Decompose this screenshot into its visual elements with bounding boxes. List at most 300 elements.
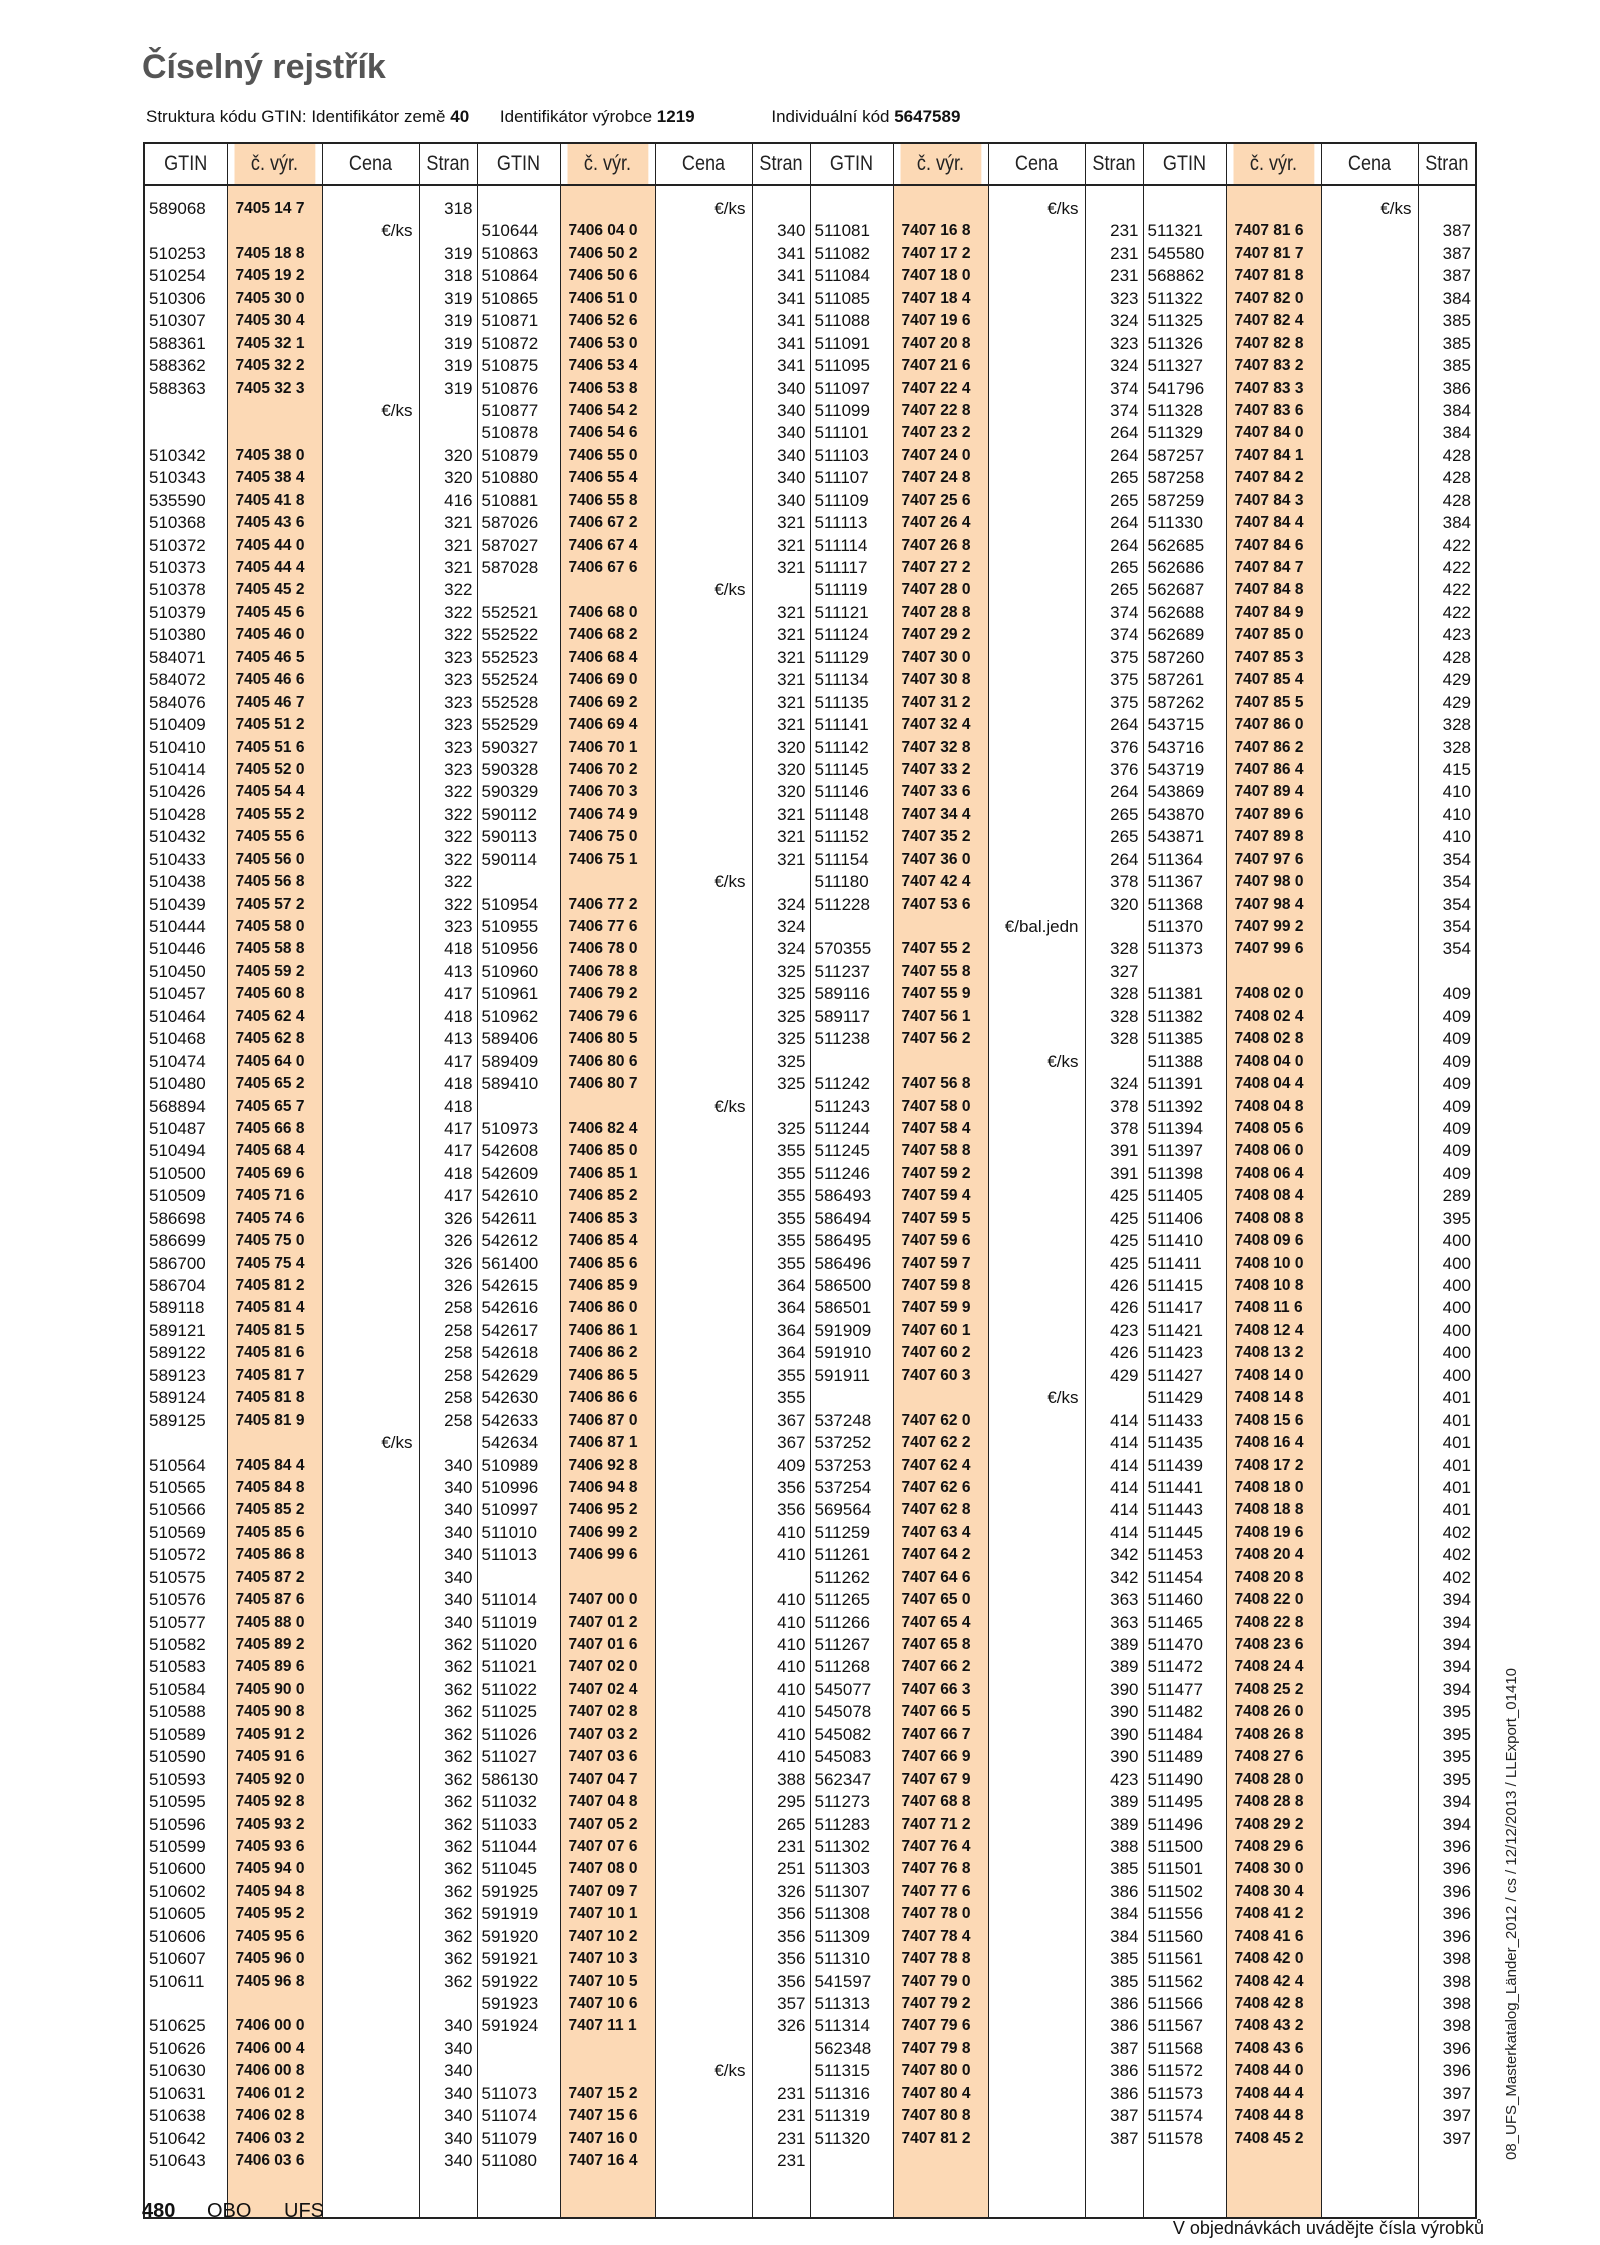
gtin-cell: 589125 bbox=[149, 1410, 206, 1430]
price-unit-cell bbox=[1322, 400, 1418, 422]
gtin-cell: 510625 bbox=[149, 2016, 206, 2036]
gtin-cell: 510872 bbox=[481, 333, 539, 353]
product-number-cell: 7407 81 8 bbox=[1234, 267, 1304, 285]
gtin-cell: 511325 bbox=[1147, 311, 1203, 331]
page-ref-cell: 355 bbox=[777, 1163, 806, 1183]
page-ref-cell: 415 bbox=[1442, 759, 1471, 779]
price-unit-cell bbox=[656, 1275, 752, 1297]
product-number-cell: 7405 81 4 bbox=[235, 1299, 305, 1317]
gtin-cell bbox=[478, 579, 560, 601]
price-unit-cell bbox=[1322, 737, 1418, 759]
gtin-cell: 511074 bbox=[481, 2106, 537, 2126]
price-column bbox=[322, 185, 419, 2218]
gtin-cell: 586698 bbox=[149, 1208, 206, 1228]
price-unit-cell bbox=[1322, 2128, 1418, 2150]
price-unit-cell bbox=[1322, 1948, 1418, 1970]
price-unit-cell bbox=[323, 894, 419, 916]
page-ref-cell: 395 bbox=[1442, 1208, 1471, 1228]
price-unit-cell bbox=[989, 1208, 1085, 1230]
price-unit-cell bbox=[989, 243, 1085, 265]
product-number-cell: 7405 32 3 bbox=[235, 379, 305, 397]
page-column bbox=[419, 185, 477, 2218]
price-column bbox=[988, 185, 1085, 2218]
product-number-cell: 7407 84 6 bbox=[1234, 536, 1304, 554]
price-unit-cell bbox=[989, 557, 1085, 579]
gtin-cell: 510342 bbox=[149, 445, 206, 465]
product-number-cell: 7407 85 4 bbox=[1234, 671, 1304, 689]
page-ref-cell: 422 bbox=[1442, 558, 1471, 577]
product-number-cell bbox=[228, 400, 322, 422]
product-number-cell: 7407 20 8 bbox=[901, 334, 971, 352]
gtin-cell: 510373 bbox=[149, 558, 206, 577]
page-ref-cell: 386 bbox=[1110, 1881, 1139, 1901]
page-ref-cell: 417 bbox=[444, 1051, 473, 1071]
side-document-code: 08_UFS_Masterkatalog_Länder_2012 / cs / 12/12/2013 / LLExport_01410 bbox=[1503, 1667, 1520, 2160]
page-ref-cell: 362 bbox=[444, 1971, 473, 1991]
page-ref-cell: 394 bbox=[1442, 1590, 1471, 1610]
gtin-cell: 510446 bbox=[149, 939, 206, 959]
page-ref-cell: 389 bbox=[1110, 1814, 1139, 1834]
product-number-cell: 7408 29 6 bbox=[1234, 1837, 1304, 1855]
gtin-cell: 510606 bbox=[149, 1926, 206, 1946]
product-number-cell: 7406 85 3 bbox=[568, 1209, 638, 1227]
product-number-cell: 7405 87 6 bbox=[235, 1591, 305, 1609]
page-ref-cell: 323 bbox=[444, 647, 473, 667]
gtin-cell: 537248 bbox=[814, 1410, 872, 1430]
price-unit-cell: €/ks bbox=[1047, 199, 1079, 218]
gtin-cell: 552528 bbox=[481, 692, 539, 712]
product-number-cell: 7405 91 2 bbox=[235, 1725, 305, 1743]
price-unit-cell bbox=[1322, 602, 1418, 624]
price-unit-cell bbox=[323, 826, 419, 848]
header-page: Stran bbox=[1089, 143, 1139, 185]
product-number-cell: 7408 06 4 bbox=[1234, 1164, 1304, 1182]
page-ref-cell: 231 bbox=[777, 2106, 806, 2126]
gtin-cell: 510956 bbox=[481, 939, 539, 959]
page-ref-cell: 390 bbox=[1110, 1679, 1139, 1699]
price-unit-cell bbox=[656, 333, 752, 355]
gtin-cell: 586704 bbox=[149, 1276, 206, 1295]
page-ref-cell: 362 bbox=[444, 1657, 473, 1677]
page-ref-cell: 413 bbox=[444, 1029, 473, 1049]
page-ref-cell: 328 bbox=[1442, 737, 1471, 757]
gtin-cell: 590327 bbox=[481, 737, 539, 757]
price-unit-cell bbox=[656, 714, 752, 736]
page-ref-cell: 401 bbox=[1442, 1388, 1471, 1408]
price-unit-cell bbox=[989, 759, 1085, 781]
price-unit-cell bbox=[1322, 1881, 1418, 1903]
price-unit-cell bbox=[323, 916, 419, 938]
product-number-cell: 7406 54 6 bbox=[568, 424, 638, 442]
price-unit-cell bbox=[656, 916, 752, 938]
page-ref-cell: 429 bbox=[1442, 692, 1471, 712]
page-ref-cell: 402 bbox=[1442, 1567, 1471, 1587]
price-unit-cell bbox=[989, 1230, 1085, 1252]
price-unit-cell bbox=[989, 1320, 1085, 1342]
gtin-cell: 587258 bbox=[1147, 468, 1205, 488]
gtin-cell: 510583 bbox=[149, 1657, 206, 1677]
gtin-cell: 511477 bbox=[1147, 1679, 1203, 1699]
price-unit-cell bbox=[1322, 1522, 1418, 1544]
gtin-cell: 589124 bbox=[149, 1388, 206, 1408]
gtin-cell: 510464 bbox=[149, 1006, 206, 1026]
price-unit-cell bbox=[1322, 1903, 1418, 1925]
price-unit-cell bbox=[323, 2195, 419, 2217]
price-unit-cell bbox=[656, 1051, 752, 1073]
product-number-cell bbox=[561, 871, 655, 893]
price-unit-cell bbox=[989, 2128, 1085, 2150]
gtin-cell: 511079 bbox=[481, 2128, 537, 2148]
product-number-cell: 7406 02 8 bbox=[235, 2107, 305, 2125]
price-unit-cell bbox=[1322, 916, 1418, 938]
price-unit-cell bbox=[989, 1073, 1085, 1095]
gtin-cell: 591923 bbox=[481, 1994, 539, 2013]
product-number-cell: 7408 22 0 bbox=[1234, 1591, 1304, 1609]
page-ref-cell: 264 bbox=[1110, 782, 1139, 802]
product-number-cell: 7407 66 2 bbox=[901, 1658, 971, 1676]
gtin-cell: 510410 bbox=[149, 737, 206, 757]
page-ref-cell: 355 bbox=[777, 1388, 806, 1408]
page-ref-cell: 401 bbox=[1442, 1500, 1471, 1520]
price-unit-cell bbox=[323, 1522, 419, 1544]
product-number-cell: 7407 28 0 bbox=[901, 581, 971, 599]
price-unit-cell bbox=[323, 1118, 419, 1140]
page-ref-cell: 364 bbox=[777, 1298, 806, 1318]
page-ref-cell: 323 bbox=[444, 670, 473, 690]
gtin-cell: 511045 bbox=[481, 1859, 537, 1879]
product-number-cell: 7406 78 8 bbox=[568, 962, 638, 980]
gtin-cell: 511113 bbox=[814, 513, 868, 533]
product-number-cell bbox=[228, 422, 322, 444]
page-ref-cell: 265 bbox=[1110, 490, 1139, 510]
gtin-cell: 511073 bbox=[481, 2083, 537, 2103]
product-number-cell: 7405 45 6 bbox=[235, 603, 305, 621]
gtin-cell: 511417 bbox=[1147, 1298, 1203, 1318]
product-number-cell: 7407 82 4 bbox=[1234, 312, 1304, 330]
product-number-cell bbox=[1227, 961, 1321, 983]
price-unit-cell bbox=[656, 692, 752, 714]
page-ref-cell: 231 bbox=[777, 2128, 806, 2148]
gtin-cell: 510876 bbox=[481, 378, 539, 398]
gtin-cell: 511265 bbox=[814, 1590, 870, 1610]
price-unit-cell bbox=[989, 2105, 1085, 2127]
gtin-cell: 542634 bbox=[481, 1433, 539, 1453]
gtin-cell bbox=[811, 1387, 893, 1409]
gtin-cell: 586700 bbox=[149, 1253, 206, 1273]
gtin-cell: 542609 bbox=[481, 1163, 539, 1183]
product-number-cell: 7405 81 2 bbox=[235, 1277, 305, 1294]
gtin-cell: 511439 bbox=[1147, 1455, 1203, 1475]
product-number-cell: 7406 85 1 bbox=[568, 1164, 638, 1182]
gtin-cell: 511560 bbox=[1147, 1926, 1203, 1946]
product-number-cell: 7407 59 6 bbox=[901, 1232, 971, 1250]
product-number-cell: 7408 02 4 bbox=[1234, 1007, 1304, 1025]
product-number-cell: 7408 09 6 bbox=[1234, 1232, 1304, 1250]
price-unit-cell bbox=[989, 2083, 1085, 2105]
gtin-cell: 510989 bbox=[481, 1455, 539, 1475]
product-number-cell: 7406 99 6 bbox=[568, 1546, 638, 1564]
price-unit-cell bbox=[1322, 265, 1418, 287]
gtin-cell: 542617 bbox=[481, 1320, 539, 1340]
page-ref-cell: 386 bbox=[1442, 378, 1471, 398]
gtin-cell: 511482 bbox=[1147, 1702, 1203, 1722]
gtin-cell: 511567 bbox=[1147, 2016, 1203, 2036]
gtin-cell: 511148 bbox=[814, 804, 869, 824]
price-unit-cell bbox=[1322, 2015, 1418, 2037]
price-unit-cell bbox=[1322, 422, 1418, 444]
product-number-cell: 7407 85 0 bbox=[1234, 626, 1304, 644]
price-unit-cell bbox=[1322, 1096, 1418, 1118]
product-number-cell: 7406 85 2 bbox=[568, 1187, 638, 1205]
price-unit-cell bbox=[1322, 1230, 1418, 1252]
page-ref-cell: 323 bbox=[444, 917, 473, 936]
page-ref-cell: 414 bbox=[1110, 1410, 1139, 1430]
price-unit-cell bbox=[323, 1320, 419, 1342]
page-ref-cell: 265 bbox=[1110, 580, 1139, 600]
page-ref-cell: 264 bbox=[1110, 445, 1139, 465]
gtin-cell: 510871 bbox=[481, 311, 539, 331]
gtin-cell: 584076 bbox=[149, 692, 206, 712]
gtin-cell: 510973 bbox=[481, 1118, 539, 1138]
price-unit-cell bbox=[656, 490, 752, 512]
page-ref-cell: 394 bbox=[1442, 1792, 1471, 1812]
gtin-cell: 511406 bbox=[1147, 1208, 1203, 1228]
gtin-cell: 562686 bbox=[1147, 558, 1205, 577]
gtin-cell: 510631 bbox=[149, 2083, 206, 2103]
gtin-cell: 511370 bbox=[1147, 917, 1203, 936]
price-unit-cell bbox=[1322, 871, 1418, 893]
page-ref-cell: 414 bbox=[1110, 1433, 1139, 1453]
gtin-cell: 510588 bbox=[149, 1702, 206, 1722]
price-unit-cell bbox=[323, 1567, 419, 1589]
product-number-cell: 7407 98 4 bbox=[1234, 895, 1304, 913]
product-number-cell: 7407 05 2 bbox=[568, 1815, 638, 1833]
product-number-cell: 7406 67 4 bbox=[568, 536, 638, 554]
product-number-cell: 7406 00 8 bbox=[235, 2062, 305, 2080]
gtin-cell: 510487 bbox=[149, 1118, 206, 1138]
product-number-cell: 7405 18 8 bbox=[235, 244, 305, 262]
product-number-cell bbox=[1227, 198, 1321, 220]
page-ref-cell: 400 bbox=[1442, 1276, 1471, 1295]
price-unit-cell bbox=[1322, 1455, 1418, 1477]
product-number-cell: 7405 62 4 bbox=[235, 1007, 305, 1025]
page-ref-cell: 340 bbox=[444, 1455, 473, 1475]
product-number-cell: 7406 95 2 bbox=[568, 1501, 638, 1519]
product-number-cell: 7408 42 4 bbox=[1234, 1972, 1304, 1990]
price-unit-cell bbox=[1322, 1320, 1418, 1342]
price-unit-cell bbox=[323, 1410, 419, 1432]
page-ref-cell: 397 bbox=[1442, 2083, 1471, 2103]
page-ref-cell: 340 bbox=[444, 2151, 473, 2171]
price-unit-cell: €/ks bbox=[714, 1096, 746, 1116]
price-unit-cell bbox=[1322, 1499, 1418, 1521]
product-number-cell: 7406 78 0 bbox=[568, 940, 638, 958]
gtin-cell: 511321 bbox=[1147, 221, 1203, 241]
product-number-cell: 7408 14 8 bbox=[1234, 1389, 1304, 1407]
product-number-cell: 7406 70 1 bbox=[568, 738, 638, 756]
product-number-cell: 7407 67 9 bbox=[901, 1770, 971, 1788]
product-number-cell: 7407 04 7 bbox=[568, 1770, 638, 1788]
gtin-cell: 590112 bbox=[481, 804, 537, 824]
gtin-cell: 511268 bbox=[814, 1657, 870, 1677]
gtin-cell: 543716 bbox=[1147, 737, 1205, 757]
product-number-cell: 7407 63 4 bbox=[901, 1523, 971, 1541]
page-ref-cell: 325 bbox=[777, 1118, 806, 1138]
page-ref-cell: 355 bbox=[777, 1253, 806, 1273]
gtin-cell: 542630 bbox=[481, 1388, 539, 1408]
product-number-cell: 7408 44 8 bbox=[1234, 2107, 1304, 2125]
page-ref-cell: 428 bbox=[1442, 445, 1471, 465]
page-ref-cell: 354 bbox=[1442, 917, 1471, 936]
price-unit-cell bbox=[323, 1028, 419, 1050]
price-unit-cell bbox=[323, 759, 419, 781]
price-unit-cell bbox=[1322, 333, 1418, 355]
price-unit-cell bbox=[989, 1971, 1085, 1993]
product-number-cell: 7405 84 4 bbox=[235, 1456, 305, 1474]
product-number-cell: 7408 28 8 bbox=[1234, 1793, 1304, 1811]
product-number-cell: 7408 43 6 bbox=[1234, 2039, 1304, 2057]
gtin-cell: 543715 bbox=[1147, 715, 1205, 735]
product-number-cell: 7405 81 5 bbox=[235, 1321, 305, 1339]
product-number-cell: 7408 44 4 bbox=[1234, 2084, 1304, 2102]
product-number-cell: 7405 94 0 bbox=[235, 1860, 305, 1878]
price-unit-cell bbox=[656, 1387, 752, 1409]
gtin-cell bbox=[1144, 961, 1226, 983]
gtin-cell: 584071 bbox=[149, 647, 206, 667]
product-number-column bbox=[560, 185, 655, 2218]
product-number-cell: 7406 79 6 bbox=[568, 1007, 638, 1025]
gtin-cell: 511107 bbox=[814, 468, 869, 488]
price-unit-cell bbox=[323, 1253, 419, 1275]
price-unit-cell bbox=[1322, 535, 1418, 557]
price-unit-cell bbox=[323, 333, 419, 355]
price-unit-cell bbox=[656, 1342, 752, 1364]
price-unit-cell bbox=[656, 2105, 752, 2127]
gtin-cell: 510428 bbox=[149, 804, 206, 824]
page-ref-cell: 400 bbox=[1442, 1343, 1471, 1363]
price-unit-cell bbox=[1322, 1140, 1418, 1162]
page-ref-cell: 320 bbox=[444, 445, 473, 465]
footer-brand-obo: OBO bbox=[207, 2200, 252, 2222]
price-unit-cell bbox=[1322, 1612, 1418, 1634]
page-ref-cell: 326 bbox=[444, 1276, 473, 1295]
product-number-cell: 7405 62 8 bbox=[235, 1030, 305, 1048]
page-ref-cell: 422 bbox=[1442, 602, 1471, 622]
gtin-cell: 589409 bbox=[481, 1051, 539, 1071]
page-ref-cell: 385 bbox=[1442, 311, 1471, 331]
page-title: Číselný rejstřík bbox=[142, 48, 386, 86]
product-number-cell: 7406 80 6 bbox=[568, 1052, 638, 1070]
product-number-cell: 7407 68 8 bbox=[901, 1793, 971, 1811]
product-number-cell: 7408 43 2 bbox=[1234, 2017, 1304, 2035]
page-ref-cell: 374 bbox=[1110, 625, 1139, 645]
price-unit-cell bbox=[989, 871, 1085, 893]
gtin-cell: 511572 bbox=[1147, 2061, 1203, 2081]
gtin-cell: 511314 bbox=[814, 2016, 870, 2036]
page-ref-cell: 320 bbox=[777, 759, 806, 779]
price-unit-cell bbox=[1322, 1073, 1418, 1095]
page-ref-cell: 356 bbox=[777, 1971, 806, 1991]
price-unit-cell bbox=[1322, 243, 1418, 265]
page-ref-cell: 376 bbox=[1110, 737, 1139, 757]
price-unit-cell bbox=[323, 983, 419, 1005]
product-number-cell: 7408 41 6 bbox=[1234, 1927, 1304, 1945]
product-number-cell: 7407 32 8 bbox=[901, 738, 971, 756]
page-ref-cell: 384 bbox=[1442, 513, 1471, 533]
product-number-cell: 7406 55 0 bbox=[568, 446, 638, 464]
product-number-cell: 7405 56 8 bbox=[235, 873, 305, 891]
product-number-cell: 7407 59 8 bbox=[901, 1277, 971, 1294]
price-unit-cell bbox=[1322, 1836, 1418, 1858]
product-number-cell: 7408 05 6 bbox=[1234, 1119, 1304, 1137]
gtin-cell: 510378 bbox=[149, 580, 206, 600]
price-unit-cell bbox=[656, 849, 752, 871]
gtin-cell: 510450 bbox=[149, 961, 206, 981]
price-unit-cell bbox=[1322, 1724, 1418, 1746]
page-ref-cell: 425 bbox=[1110, 1186, 1139, 1206]
product-number-cell: 7407 85 3 bbox=[1234, 648, 1304, 666]
product-number-cell: 7407 80 4 bbox=[901, 2084, 971, 2102]
price-unit-cell bbox=[1322, 826, 1418, 848]
page-ref-cell: 386 bbox=[1110, 2016, 1139, 2036]
gtin-cell: 511405 bbox=[1147, 1186, 1203, 1206]
gtin-cell: 562348 bbox=[814, 2038, 872, 2058]
product-number-cell: 7407 65 8 bbox=[901, 1636, 971, 1653]
page-ref-cell: 409 bbox=[1442, 1074, 1471, 1094]
page-ref-cell: 322 bbox=[444, 827, 473, 847]
product-number-cell: 7408 02 0 bbox=[1234, 985, 1304, 1003]
product-number-cell: 7407 77 6 bbox=[901, 1882, 971, 1900]
price-unit-cell bbox=[1322, 1679, 1418, 1701]
page-ref-cell: 321 bbox=[777, 625, 806, 645]
product-number-cell bbox=[894, 916, 988, 938]
gtin-cell: 511381 bbox=[1147, 984, 1203, 1004]
price-unit-cell bbox=[989, 1297, 1085, 1319]
gtin-cell: 510584 bbox=[149, 1679, 206, 1699]
product-number-cell: 7408 25 2 bbox=[1234, 1680, 1304, 1698]
price-unit-cell bbox=[1322, 490, 1418, 512]
page-ref-cell: 409 bbox=[1442, 1006, 1471, 1026]
page-ref-cell: 265 bbox=[1110, 468, 1139, 488]
page-ref-cell: 325 bbox=[777, 984, 806, 1004]
gtin-cell: 568862 bbox=[1147, 266, 1205, 286]
page-ref-cell: 400 bbox=[1442, 1231, 1471, 1251]
product-number-cell bbox=[561, 198, 655, 220]
price-unit-cell bbox=[989, 1814, 1085, 1836]
price-unit-cell bbox=[323, 1724, 419, 1746]
product-number-cell: 7408 44 0 bbox=[1234, 2062, 1304, 2080]
page-ref-cell: 400 bbox=[1442, 1298, 1471, 1318]
product-number-cell: 7407 17 2 bbox=[901, 244, 971, 262]
gtin-cell: 552522 bbox=[481, 625, 539, 645]
price-unit-cell bbox=[323, 1769, 419, 1791]
price-unit-cell bbox=[989, 1028, 1085, 1050]
gtin-cell: 545083 bbox=[814, 1747, 872, 1767]
gtin-cell bbox=[1144, 198, 1226, 220]
gtin-cell: 589118 bbox=[149, 1298, 205, 1318]
page-ref-cell: 418 bbox=[444, 1006, 473, 1026]
price-unit-cell bbox=[989, 445, 1085, 467]
page-ref-cell: 355 bbox=[777, 1231, 806, 1251]
price-unit-cell bbox=[323, 355, 419, 377]
price-unit-cell bbox=[323, 1971, 419, 1993]
page-ref-cell: 321 bbox=[777, 849, 806, 869]
page-ref-cell: 258 bbox=[444, 1365, 473, 1385]
page-ref-cell: 414 bbox=[1110, 1500, 1139, 1520]
price-unit-cell bbox=[1322, 2150, 1418, 2172]
page-ref-cell bbox=[753, 2060, 810, 2082]
gtin-cell: 510878 bbox=[481, 423, 539, 443]
